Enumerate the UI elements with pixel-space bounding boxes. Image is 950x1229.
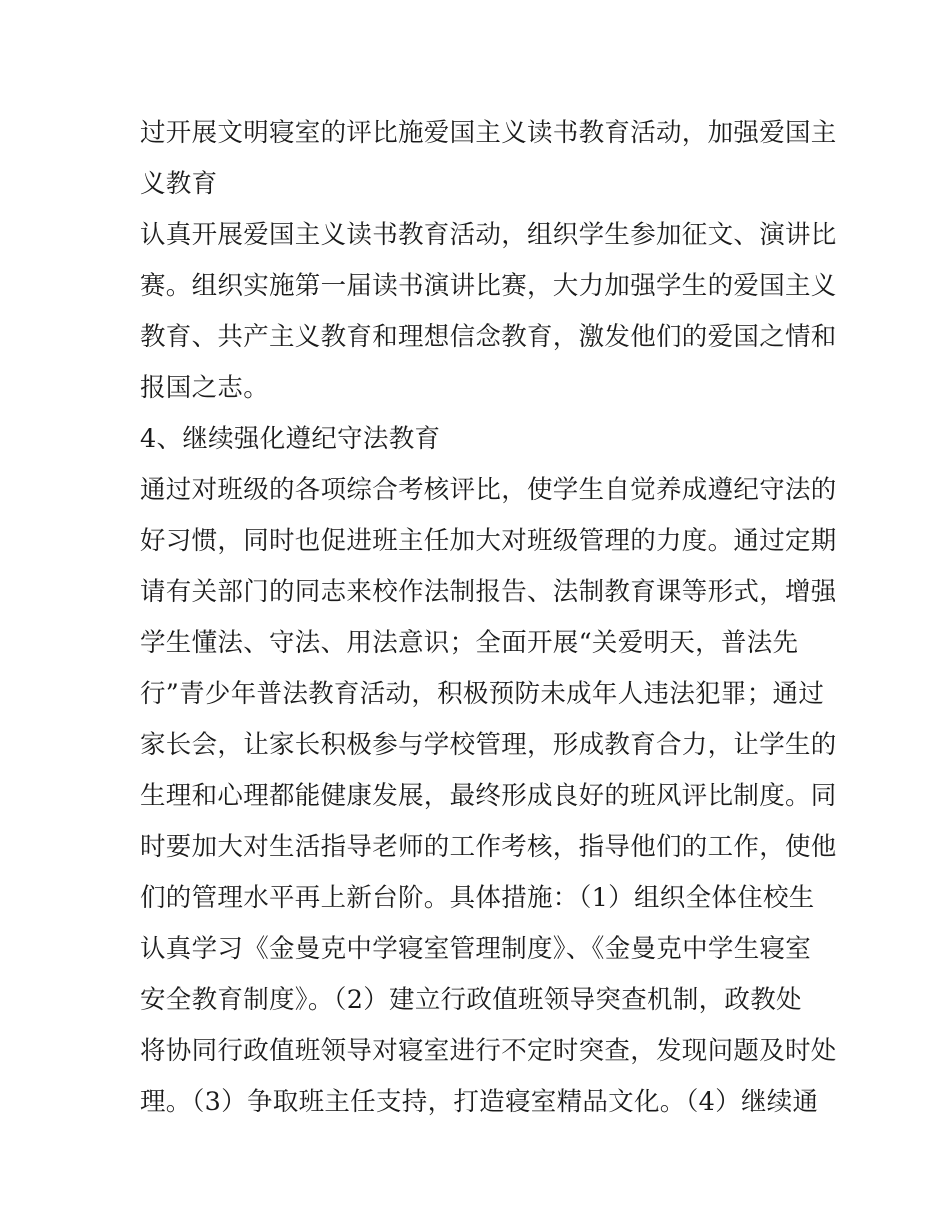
paragraph-line: 生理和心理都能健康发展，最终形成良好的班风评比制度。同: [140, 781, 837, 811]
paragraph-line: 行”青少年普法教育活动，积极预防未成年人违法犯罪；通过: [140, 679, 825, 709]
paragraph-line: 安全教育制度》。（2）建立行政值班领导突查机制，政教处: [140, 985, 802, 1015]
paragraph-line: 认真开展爱国主义读书教育活动，组织学生参加征文、演讲比: [140, 220, 837, 250]
paragraph-line: 家长会，让家长积极参与学校管理，形成教育合力，让学生的: [140, 730, 837, 760]
document-body: [140, 108, 837, 1128]
paragraph-line: 赛。组织实施第一届读书演讲比赛，大力加强学生的爱国主义: [140, 271, 837, 301]
paragraph-line: 理。（3）争取班主任支持，打造寝室精品文化。（4）继续通: [140, 1087, 819, 1117]
paragraph-line: 报国之志。: [140, 373, 270, 403]
paragraph-line: 认真学习《金曼克中学寝室管理制度》、《金曼克中学生寝室: [140, 934, 812, 964]
text-line: 义教育: [140, 169, 218, 199]
paragraph-line: 教育、共产主义教育和理想信念教育，激发他们的爱国之情和: [140, 322, 837, 352]
paragraph-line: 时要加大对生活指导老师的工作考核，指导他们的工作，使他: [140, 832, 837, 862]
paragraph-line: 好习惯，同时也促进班主任加大对班级管理的力度。通过定期: [140, 526, 837, 556]
paragraph-line: 通过对班级的各项综合考核评比，使学生自觉养成遵纪守法的: [140, 475, 837, 505]
paragraph-line: 将协同行政值班领导对寝室进行不定时突查，发现问题及时处: [140, 1036, 837, 1066]
paragraph-line: 们的管理水平再上新台阶。具体措施：（1）组织全体住校生: [140, 883, 815, 913]
paragraph-line: 请有关部门的同志来校作法制报告、法制教育课等形式，增强: [140, 577, 837, 607]
section-heading: 4、继续强化遵纪守法教育: [140, 424, 441, 454]
text-line: 过开展文明寝室的评比施爱国主义读书教育活动，加强爱国主: [140, 118, 837, 148]
paragraph-line: 学生懂法、守法、用法意识；全面开展“关爱明天，普法先: [140, 628, 799, 658]
